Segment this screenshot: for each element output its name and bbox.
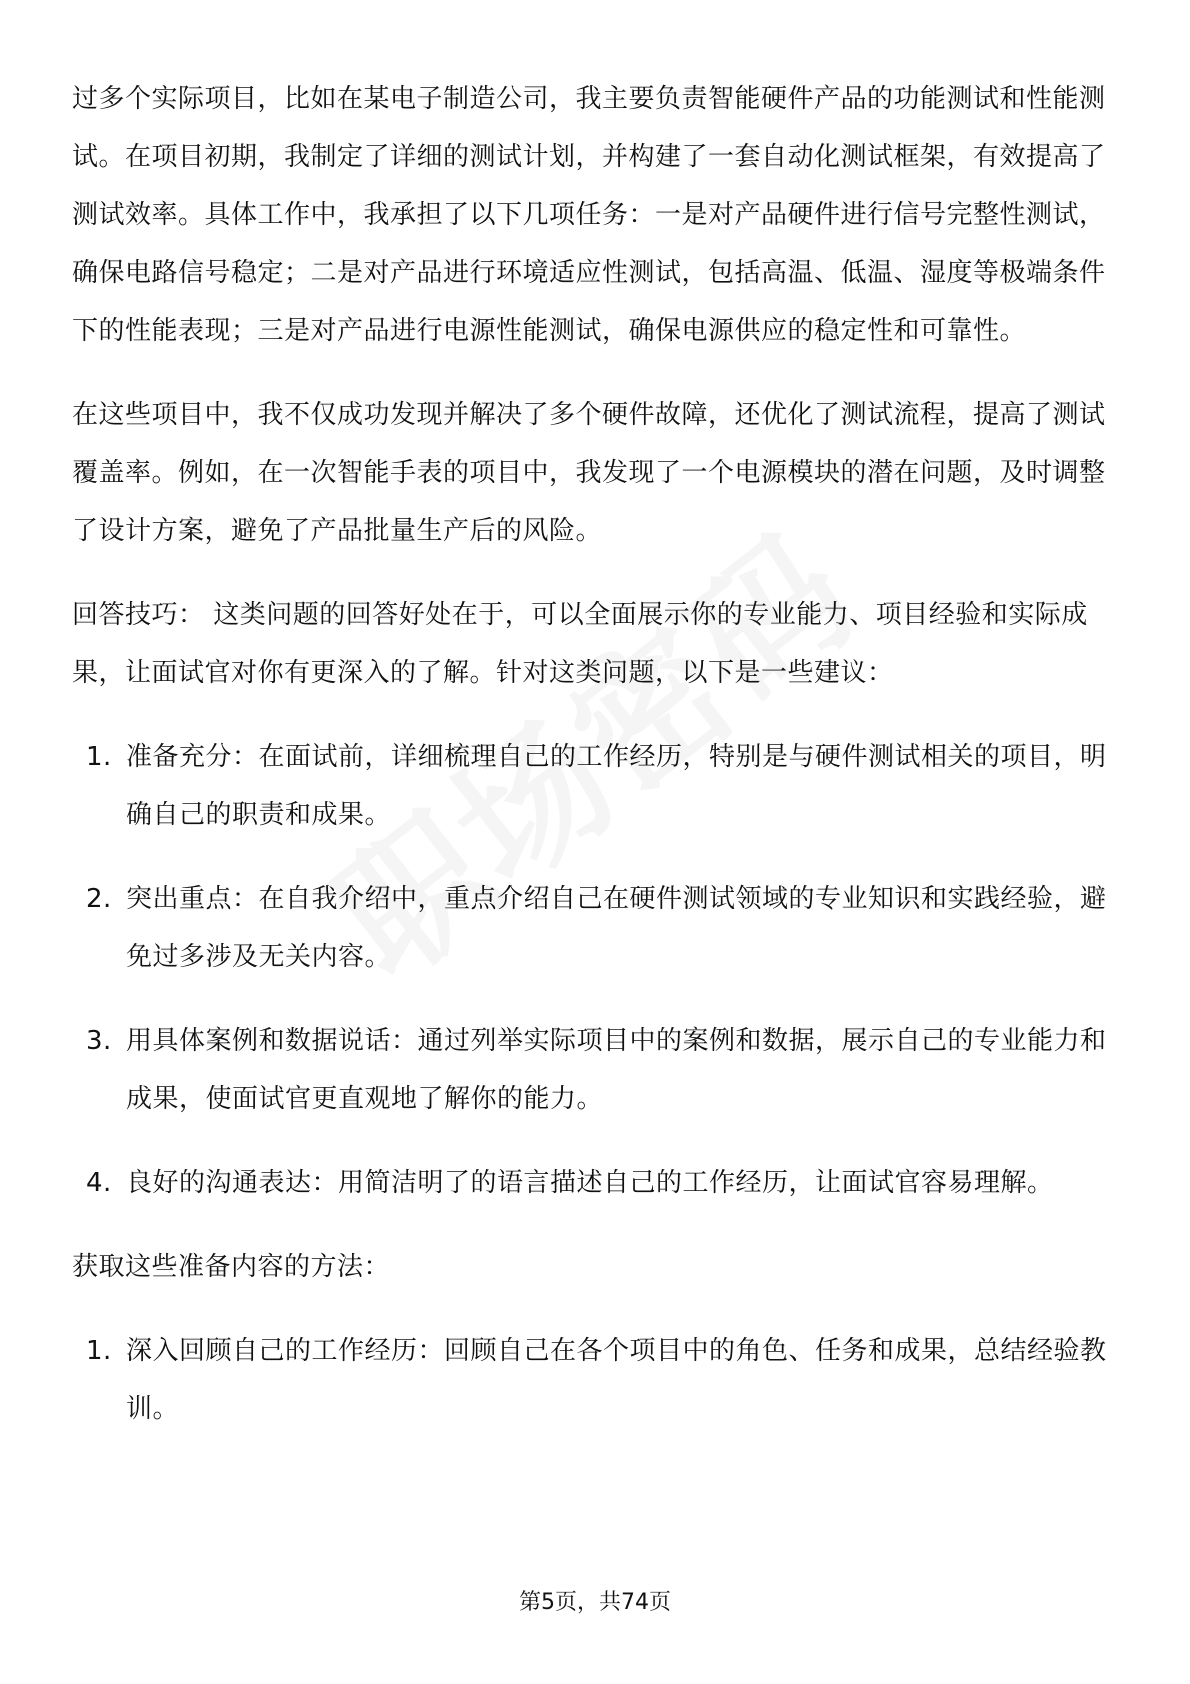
list-item-text: 深入回顾自己的工作经历：回顾自己在各个项目中的角色、任务和成果，总结经验教训。: [126, 1336, 1107, 1424]
list-item: [72, 728, 1122, 844]
paragraph-project-experience: 过多个实际项目，比如在某电子制造公司，我主要负责智能硬件产品的功能测试和性能测试。在项目初期，我制定了详细的测试计划，并构建了一套自动化测试框架，有效提高了测试效率。具体工作中，我承担了以下几项任务：一是对产品硬件进行信号完整性测试，确保电路信号稳定；二是对产品进行环境适应性测试，包括高温、低温、湿度等极端条件下的性能表现；三是对产品进行电源性能测试，确保电源供应的稳定性和可靠性。: [72, 84, 1106, 346]
list-item: [72, 870, 1122, 986]
list-item: [72, 1012, 1122, 1128]
paragraph-methods-heading: 获取这些准备内容的方法：: [72, 1252, 391, 1282]
paragraph-project-results: 在这些项目中，我不仅成功发现并解决了多个硬件故障，还优化了测试流程，提高了测试覆盖率。例如，在一次智能手表的项目中，我发现了一个电源模块的潜在问题，及时调整了设计方案，避免了产品批量生产后的风险。: [72, 400, 1106, 546]
list-item-number: 3.: [86, 1026, 112, 1056]
list-item-text: 良好的沟通表达：用简洁明了的语言描述自己的工作经历，让面试官容易理解。: [126, 1168, 1054, 1198]
list-item: [72, 1154, 1122, 1212]
list-item-number: 2.: [86, 884, 112, 914]
list-item-text: 用具体案例和数据说话：通过列举实际项目中的案例和数据，展示自己的专业能力和成果，使面试官更直观地了解你的能力。: [126, 1026, 1107, 1114]
paragraph-answer-tips: 回答技巧： 这类问题的回答好处在于，可以全面展示你的专业能力、项目经验和实际成果，让面试官对你有更深入的了解。针对这类问题，以下是一些建议：: [72, 600, 1088, 688]
tips-list: [72, 728, 1122, 1212]
list-item: [72, 1322, 1122, 1438]
list-item-text: 突出重点：在自我介绍中，重点介绍自己在硬件测试领域的专业知识和实践经验，避免过多涉及无关内容。: [126, 884, 1107, 972]
list-item-number: 1.: [86, 742, 112, 772]
page-footer: 第5页，共74页: [519, 1590, 671, 1615]
list-item-number: 1.: [86, 1336, 112, 1366]
list-item-text: 准备充分：在面试前，详细梳理自己的工作经历，特别是与硬件测试相关的项目，明确自己的职责和成果。: [126, 742, 1107, 830]
methods-list: [72, 1322, 1122, 1438]
document-body: [72, 70, 1122, 1464]
list-item-number: 4.: [86, 1168, 112, 1198]
